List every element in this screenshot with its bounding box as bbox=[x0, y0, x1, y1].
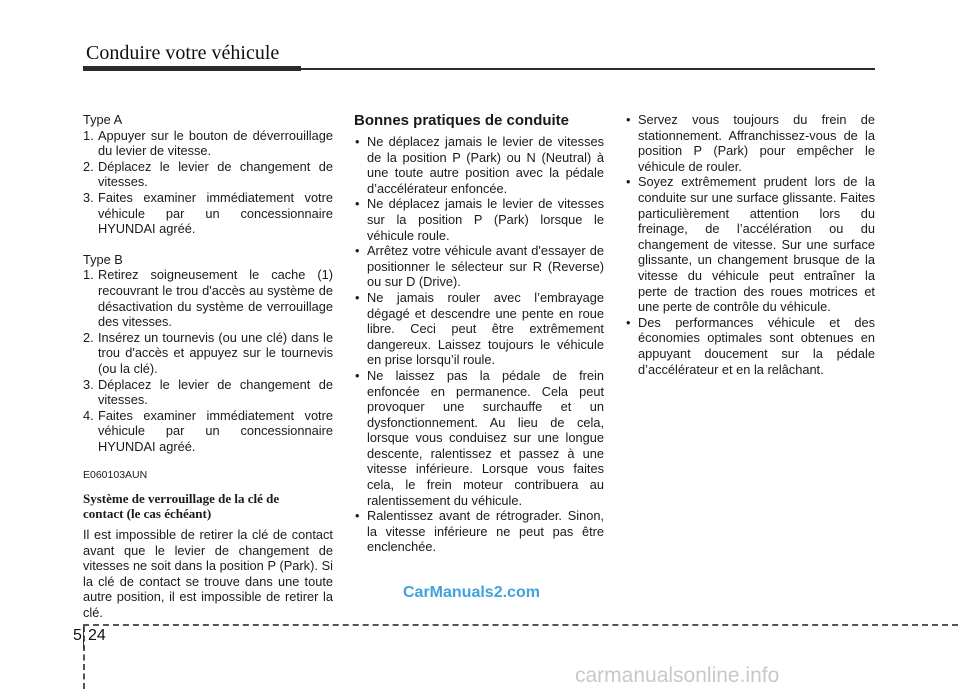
driving-tips-list bbox=[354, 134, 604, 555]
column-right bbox=[625, 112, 875, 377]
column-middle bbox=[354, 112, 604, 555]
watermark-link[interactable]: CarManuals2.com bbox=[403, 584, 540, 601]
header-rule-thick bbox=[83, 66, 301, 71]
page-number: 24 bbox=[88, 627, 106, 644]
list-item: 1. Retirez soigneusement le cache (1) recouvrant le trou d'accès au système de désactivation du système de verrouillage des vitesses. bbox=[83, 267, 333, 330]
list-item: • Soyez extrêmement prudent lors de la conduite sur une surface glissante. Faites particulièrement attention lors du freinage, de l’accélération ou du changement de vitesse. Sur une surface glissante, un changement brusque de la vitesse du véhicule peut entraîner la perte de traction des roues motrices et une perte de contrôle du véhicule. bbox=[626, 174, 875, 315]
list-item: • Ne jamais rouler avec l’embrayage dégagé et descendre une pente en roue libre. Ceci peut être extrêmement dangereux. Laissez toujours le véhicule en prise lorsqu’il roule. bbox=[355, 289, 604, 368]
page-number-separator bbox=[83, 627, 84, 649]
site-watermark: carmanualsonline.info bbox=[575, 664, 780, 687]
list-item: • Servez vous toujours du frein de stationnement. Affranchissez-vous de la position P (Park) pour empêcher le véhicule de rouler. bbox=[626, 112, 875, 174]
page-header-title: Conduire votre véhicule bbox=[86, 42, 280, 64]
list-item: 3. Faites examiner immédiatement votre véhicule par un concessionnaire HYUNDAI agréé. bbox=[83, 189, 333, 237]
type-a-label: Type A bbox=[83, 112, 123, 127]
list-item: 2. Insérez un tournevis (ou une clé) dans le trou d'accès et appuyez sur le tournevis (ou la clé). bbox=[83, 329, 333, 376]
list-item: • Arrêtez votre véhicule avant d'essayer de positionner le sélecteur sur R (Reverse) ou sur D (Drive). bbox=[355, 243, 604, 290]
list-item: • Ne déplacez jamais le levier de vitesses de la position P (Park) ou N (Neutral) à une toute autre position avec la pédale d’accélérateur enfoncée. bbox=[355, 134, 604, 196]
list-item: 1. Appuyer sur le bouton de déverrouillage du levier de vitesse. bbox=[83, 127, 333, 159]
chapter-number: 5 bbox=[73, 627, 82, 644]
section-subheading: Système de verrouillage de la clé de contact (le cas échéant) bbox=[83, 491, 280, 522]
column-left bbox=[83, 112, 333, 621]
type-b-label: Type B bbox=[83, 251, 123, 267]
list-item: • Ralentissez avant de rétrograder. Sinon, la vitesse inférieure ne peut pas être enclenchée. bbox=[355, 508, 604, 555]
list-item: 3. Déplacez le levier de changement de vitesses. bbox=[83, 376, 333, 408]
list-item: • Des performances véhicule et des économies optimales sont obtenues en appuyant doucement sur la pédale d’accélérateur et en la relâchant. bbox=[626, 314, 875, 377]
header-rule-thin bbox=[301, 68, 875, 70]
list-item: • Ne déplacez jamais le levier de vitesses sur la position P (Park) lorsque le véhicule roule. bbox=[355, 196, 604, 243]
type-b-steps bbox=[83, 267, 333, 454]
reference-code: E060103AUN bbox=[83, 469, 148, 482]
list-item: • Ne laissez pas la pédale de frein enfoncée en permanence. Cela peut provoquer une surchauffe et un dysfonctionnement. Au lieu de cela, lorsque vous conduisez sur une longue descente, ralentissez et passez à une vitesse inférieure. Lorsque vous faites cela, le frein moteur contribuera au ralentissement du véhicule. bbox=[355, 367, 604, 508]
list-item: 4. Faites examiner immédiatement votre véhicule par un concessionnaire HYUNDAI agréé. bbox=[83, 407, 333, 454]
footer-rule bbox=[83, 624, 958, 626]
list-item: 2. Déplacez le levier de changement de vitesses. bbox=[83, 158, 333, 190]
paragraph: Il est impossible de retirer la clé de contact avant que le levier de changement de vitesses ne soit dans la position P (Park). Si la clé de contact se trouve dans une toute autre position, il est impossible de retirer la clé. bbox=[83, 527, 333, 621]
driving-tips-list-continued bbox=[625, 112, 875, 377]
section-heading: Bonnes pratiques de conduite bbox=[354, 112, 570, 129]
type-a-steps bbox=[83, 128, 333, 237]
